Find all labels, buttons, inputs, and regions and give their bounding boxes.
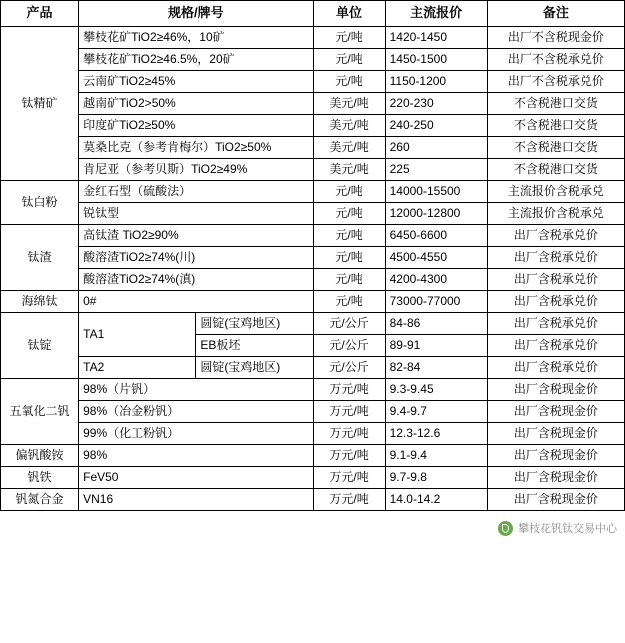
note-cell: 不含税港口交货 (487, 115, 624, 137)
note-cell: 出厂不含税承兑价 (487, 49, 624, 71)
table-row (1, 467, 625, 489)
unit-cell: 万元/吨 (313, 401, 385, 423)
category-cell: 偏钒酸铵 (1, 445, 79, 467)
note-cell: 出厂不含税承兑价 (487, 71, 624, 93)
unit-cell: 元/公斤 (313, 313, 385, 335)
table-row (1, 357, 625, 379)
spec-cell: 98%（片钒） (79, 379, 313, 401)
note-cell: 出厂含税现金价 (487, 489, 624, 511)
table-row (1, 445, 625, 467)
price-cell: 6450-6600 (385, 225, 487, 247)
table-row (1, 203, 625, 225)
leaf-logo-icon (498, 521, 513, 536)
note-cell: 不含税港口交货 (487, 159, 624, 181)
table-row (1, 423, 625, 445)
category-cell: 钛白粉 (1, 181, 79, 225)
unit-cell: 元/吨 (313, 181, 385, 203)
table-row (1, 225, 625, 247)
table-row (1, 313, 625, 335)
price-cell: 9.7-9.8 (385, 467, 487, 489)
table-row (1, 379, 625, 401)
note-cell: 出厂含税现金价 (487, 467, 624, 489)
unit-cell: 元/吨 (313, 27, 385, 49)
category-cell: 钛精矿 (1, 27, 79, 181)
price-cell: 4200-4300 (385, 269, 487, 291)
table-row (1, 401, 625, 423)
category-cell: 五氧化二钒 (1, 379, 79, 445)
table-row (1, 93, 625, 115)
price-cell: 1450-1500 (385, 49, 487, 71)
price-cell: 12000-12800 (385, 203, 487, 225)
grade-cell: TA1 (79, 313, 196, 357)
spec-cell: 莫桑比克（参考肯梅尔）TiO2≥50% (79, 137, 313, 159)
unit-cell: 元/吨 (313, 225, 385, 247)
note-cell: 出厂含税承兑价 (487, 357, 624, 379)
table-row (1, 27, 625, 49)
unit-cell: 元/吨 (313, 269, 385, 291)
table-row (1, 291, 625, 313)
category-cell: 钛渣 (1, 225, 79, 291)
price-cell: 1150-1200 (385, 71, 487, 93)
category-cell: 海绵钛 (1, 291, 79, 313)
spec-cell: 98%（冶金粉钒） (79, 401, 313, 423)
category-cell: 钒氮合金 (1, 489, 79, 511)
table-row (1, 115, 625, 137)
spec-cell: VN16 (79, 489, 313, 511)
table-row (1, 137, 625, 159)
price-cell: 225 (385, 159, 487, 181)
note-cell: 出厂含税现金价 (487, 445, 624, 467)
note-cell: 出厂含税承兑价 (487, 225, 624, 247)
spec-cell: 金红石型（硫酸法） (79, 181, 313, 203)
note-cell: 不含税港口交货 (487, 93, 624, 115)
price-cell: 12.3-12.6 (385, 423, 487, 445)
price-cell: 14000-15500 (385, 181, 487, 203)
unit-cell: 美元/吨 (313, 137, 385, 159)
price-cell: 4500-4550 (385, 247, 487, 269)
note-cell: 出厂含税承兑价 (487, 313, 624, 335)
footer-watermark-bar (0, 511, 625, 545)
table-header (1, 1, 625, 27)
unit-cell: 元/吨 (313, 291, 385, 313)
table-body (1, 27, 625, 511)
spec-cell: EB板坯 (196, 335, 313, 357)
note-cell: 主流报价含税承兑 (487, 181, 624, 203)
table-row (1, 71, 625, 93)
table-row (1, 489, 625, 511)
table-row (1, 269, 625, 291)
unit-cell: 美元/吨 (313, 93, 385, 115)
spec-cell: 攀枝花矿TiO2≥46%，10矿 (79, 27, 313, 49)
unit-cell: 万元/吨 (313, 445, 385, 467)
price-cell: 220-230 (385, 93, 487, 115)
spec-cell: 锐钛型 (79, 203, 313, 225)
unit-cell: 美元/吨 (313, 159, 385, 181)
spec-cell: 圆锭(宝鸡地区) (196, 313, 313, 335)
spec-cell: 高钛渣 TiO2≥90% (79, 225, 313, 247)
price-cell: 84-86 (385, 313, 487, 335)
grade-cell: TA2 (79, 357, 196, 379)
spec-cell: 0# (79, 291, 313, 313)
table-row (1, 247, 625, 269)
note-cell: 出厂不含税现金价 (487, 27, 624, 49)
unit-cell: 万元/吨 (313, 423, 385, 445)
table-row (1, 181, 625, 203)
table-row (1, 159, 625, 181)
spec-cell: 99%（化工粉钒） (79, 423, 313, 445)
spec-cell: 攀枝花矿TiO2≥46.5%，20矿 (79, 49, 313, 71)
spec-cell: 越南矿TiO2>50% (79, 93, 313, 115)
spec-cell: 圆锭(宝鸡地区) (196, 357, 313, 379)
price-cell: 1420-1450 (385, 27, 487, 49)
table-row (1, 49, 625, 71)
note-cell: 出厂含税现金价 (487, 379, 624, 401)
note-cell: 出厂含税承兑价 (487, 291, 624, 313)
unit-cell: 元/吨 (313, 203, 385, 225)
unit-cell: 美元/吨 (313, 115, 385, 137)
column-header-unit: 单位 (313, 1, 385, 27)
column-header-price: 主流报价 (385, 1, 487, 27)
column-header-spec: 规格/牌号 (79, 1, 313, 27)
unit-cell: 元/吨 (313, 71, 385, 93)
price-cell: 9.4-9.7 (385, 401, 487, 423)
price-cell: 240-250 (385, 115, 487, 137)
spec-cell: 98% (79, 445, 313, 467)
spec-cell: 酸溶渣TiO2≥74%(川) (79, 247, 313, 269)
unit-cell: 元/吨 (313, 49, 385, 71)
note-cell: 出厂含税承兑价 (487, 335, 624, 357)
category-cell: 钒铁 (1, 467, 79, 489)
spec-cell: 酸溶渣TiO2≥74%(滇) (79, 269, 313, 291)
unit-cell: 元/公斤 (313, 335, 385, 357)
unit-cell: 元/公斤 (313, 357, 385, 379)
unit-cell: 元/吨 (313, 247, 385, 269)
note-cell: 不含税港口交货 (487, 137, 624, 159)
note-cell: 出厂含税现金价 (487, 423, 624, 445)
column-header-product: 产品 (1, 1, 79, 27)
spec-cell: 肯尼亚（参考贝斯）TiO2≥49% (79, 159, 313, 181)
watermark-label: 攀枝花钒钛交易中心 (518, 523, 617, 535)
price-cell: 260 (385, 137, 487, 159)
price-cell: 73000-77000 (385, 291, 487, 313)
category-cell: 钛锭 (1, 313, 79, 379)
price-cell: 9.1-9.4 (385, 445, 487, 467)
spec-cell: FeV50 (79, 467, 313, 489)
unit-cell: 万元/吨 (313, 489, 385, 511)
spec-cell: 云南矿TiO2≥45% (79, 71, 313, 93)
price-cell: 9.3-9.45 (385, 379, 487, 401)
column-header-note: 备注 (487, 1, 624, 27)
unit-cell: 万元/吨 (313, 467, 385, 489)
spec-cell: 印度矿TiO2≥50% (79, 115, 313, 137)
price-cell: 82-84 (385, 357, 487, 379)
price-cell: 89-91 (385, 335, 487, 357)
price-cell: 14.0-14.2 (385, 489, 487, 511)
note-cell: 出厂含税承兑价 (487, 269, 624, 291)
note-cell: 出厂含税承兑价 (487, 247, 624, 269)
note-cell: 主流报价含税承兑 (487, 203, 624, 225)
unit-cell: 万元/吨 (313, 379, 385, 401)
note-cell: 出厂含税现金价 (487, 401, 624, 423)
table-header-row (1, 1, 625, 27)
watermark (498, 520, 617, 536)
